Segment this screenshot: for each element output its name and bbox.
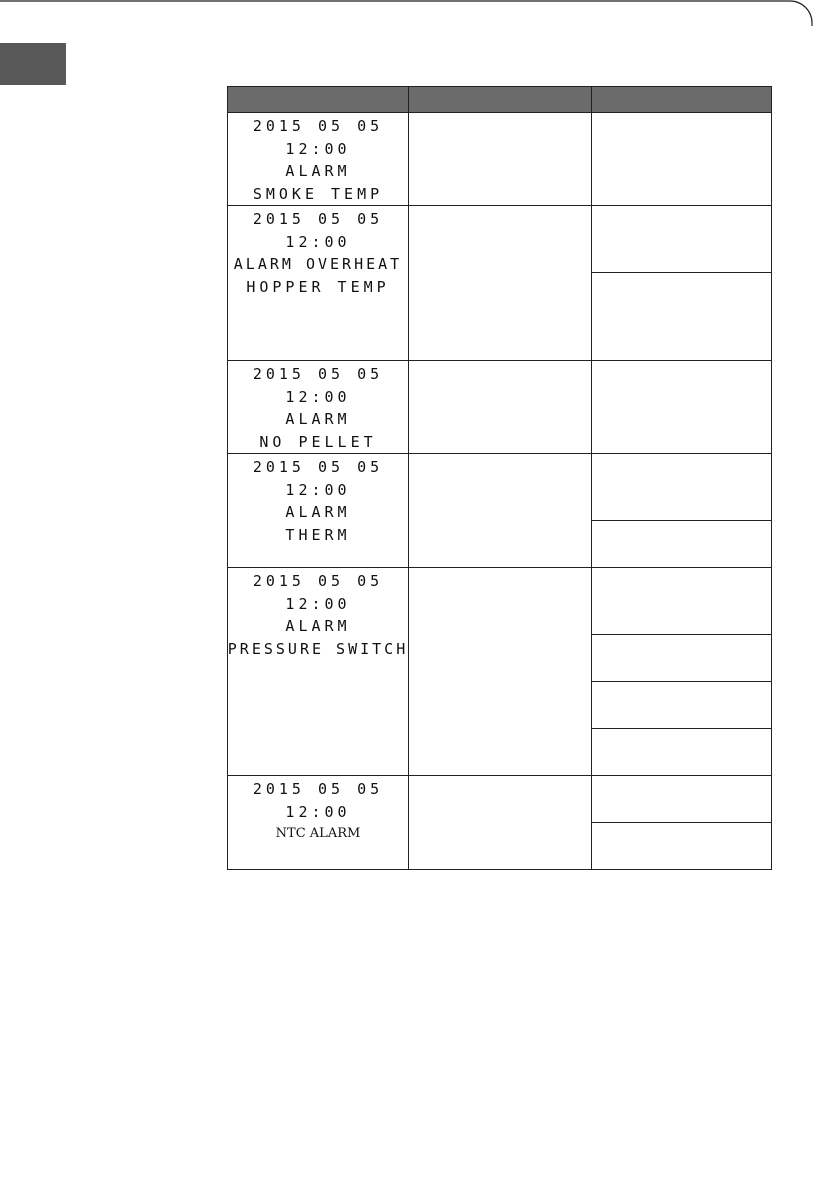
solution-cell	[592, 568, 772, 635]
header-cause	[409, 87, 592, 113]
display-cell	[228, 206, 409, 361]
solution-cell	[592, 682, 772, 729]
cause-cell	[409, 776, 592, 870]
cause-cell	[409, 206, 592, 361]
display-time: 12:00	[285, 139, 351, 158]
display-alarm-type: THERM	[285, 525, 351, 544]
lcd-display	[228, 454, 408, 546]
display-alarm-type: SMOKE TEMP	[252, 184, 384, 203]
lcd-display	[228, 361, 408, 453]
display-alarm-type: NO PELLET	[259, 432, 377, 451]
alarm-table	[227, 86, 772, 870]
display-date: 2015 05 05	[252, 365, 384, 383]
solution-cell	[592, 454, 772, 521]
solution-cell	[592, 729, 772, 776]
display-alarm: ALARM	[285, 410, 351, 428]
display-alarm-type: HOPPER TEMP	[246, 277, 390, 296]
language-tab	[0, 43, 66, 85]
cause-cell	[409, 454, 592, 568]
solution-cell	[592, 776, 772, 823]
lcd-display	[228, 206, 408, 298]
solution-cell	[592, 361, 772, 454]
table-row	[228, 568, 772, 635]
display-alarm: ALARM	[285, 617, 351, 635]
page-top-rule	[0, 0, 813, 26]
display-date: 2015 05 05	[252, 458, 384, 476]
solution-cell	[592, 823, 772, 870]
display-cell	[228, 113, 409, 206]
display-time: 12:00	[285, 802, 351, 821]
solution-cell	[592, 635, 772, 682]
header-display	[228, 87, 409, 113]
solution-cell	[592, 521, 772, 568]
display-date: 2015 05 05	[252, 210, 384, 228]
display-alarm: ALARM	[285, 503, 351, 521]
display-alarm: ALARM	[285, 162, 351, 180]
table-row	[228, 776, 772, 823]
table-row	[228, 361, 772, 454]
solution-cell	[592, 206, 772, 273]
table-header-row	[228, 87, 772, 113]
display-time: 12:00	[285, 232, 351, 251]
display-alarm-type: PRESSURE SWITCH	[227, 639, 409, 658]
solution-cell	[592, 273, 772, 361]
display-time: 12:00	[285, 594, 351, 613]
table-row	[228, 454, 772, 521]
cause-cell	[409, 113, 592, 206]
lcd-display	[228, 568, 408, 660]
cause-cell	[409, 568, 592, 776]
cause-cell	[409, 361, 592, 454]
header-solution	[592, 87, 772, 113]
lcd-display	[228, 776, 408, 846]
display-date: 2015 05 05	[252, 117, 384, 135]
lcd-display	[228, 113, 408, 205]
display-alarm: ALARM OVERHEAT	[233, 255, 403, 273]
display-cell	[228, 361, 409, 454]
table-row	[228, 206, 772, 273]
display-date: 2015 05 05	[252, 572, 384, 590]
solution-cell	[592, 113, 772, 206]
display-date: 2015 05 05	[252, 780, 384, 798]
table-row	[228, 113, 772, 206]
display-cell	[228, 568, 409, 776]
display-alarm: NTC ALARM	[275, 826, 361, 841]
display-time: 12:00	[285, 480, 351, 499]
display-cell	[228, 776, 409, 870]
display-time: 12:00	[285, 387, 351, 406]
display-cell	[228, 454, 409, 568]
